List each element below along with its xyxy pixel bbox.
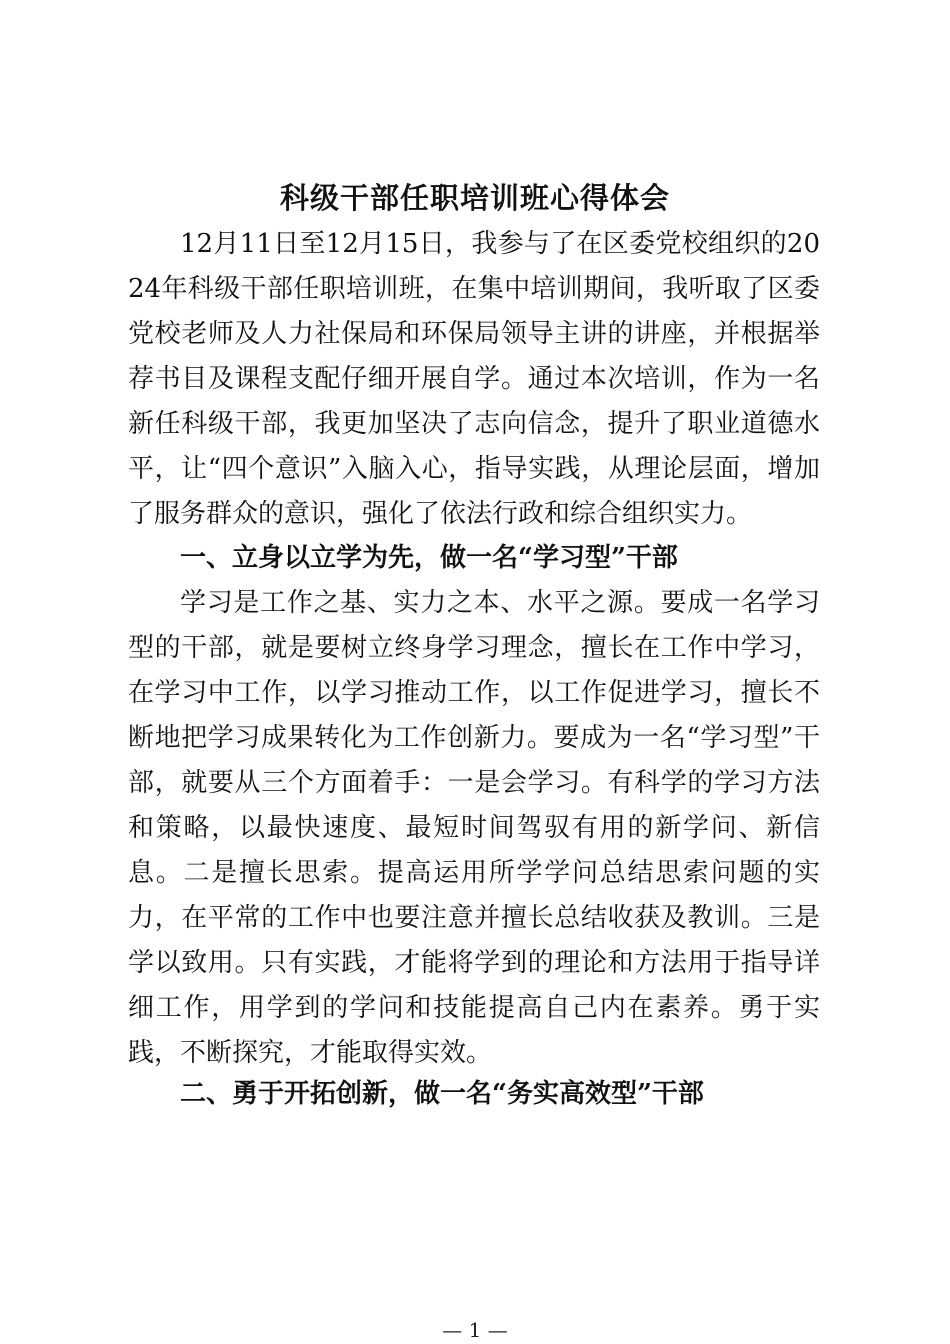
- document-title: 科级干部任职培训班心得体会: [279, 181, 670, 215]
- paragraph-learning: 学习是工作之基、实力之本、水平之源。要成一名学习型的干部，就是要树立终身学习理念，擅长在工作中学习，在学习中工作，以学习推动工作，以工作促进学习，擅长不断地把学习成果转化为工作创新力。要成为一名“学习型”干部，就要从三个方面着手：一是会学习。有科学的学习方法和策略，以最快速度、最短时间驾驭有用的新学问、新信息。二是擅长思索。提高运用所学学问总结思索问题的实力，在平常的工作中也要注意并擅长总结收获及教训。三是学以致用。只有实践，才能将学到的理论和方法用于指导详细工作，用学到的学问和技能提高自己内在素养。勇于实践，不断探究，才能取得实效。: [128, 588, 820, 1068]
- page-number: — 1 —: [442, 1318, 508, 1342]
- section-heading-1: 一、立身以立学为先，做一名“学习型”干部: [180, 543, 678, 573]
- paragraph-intro: 12月11日至12月15日，我参与了在区委党校组织的2024年科级干部任职培训班，在集中培训期间，我听取了区委党校老师及人力社保局和环保局领导主讲的讲座，并根据举荐书目及课程支配仔细开展自学。通过本次培训，作为一名新任科级干部，我更加坚决了志向信念，提升了职业道德水平，让“四个意识”入脑入心，指导实践，从理论层面，增加了服务群众的意识，强化了依法行政和综合组织实力。: [128, 229, 820, 529]
- section-heading-2: 二、勇于开拓创新，做一名“务实高效型”干部: [180, 1079, 704, 1109]
